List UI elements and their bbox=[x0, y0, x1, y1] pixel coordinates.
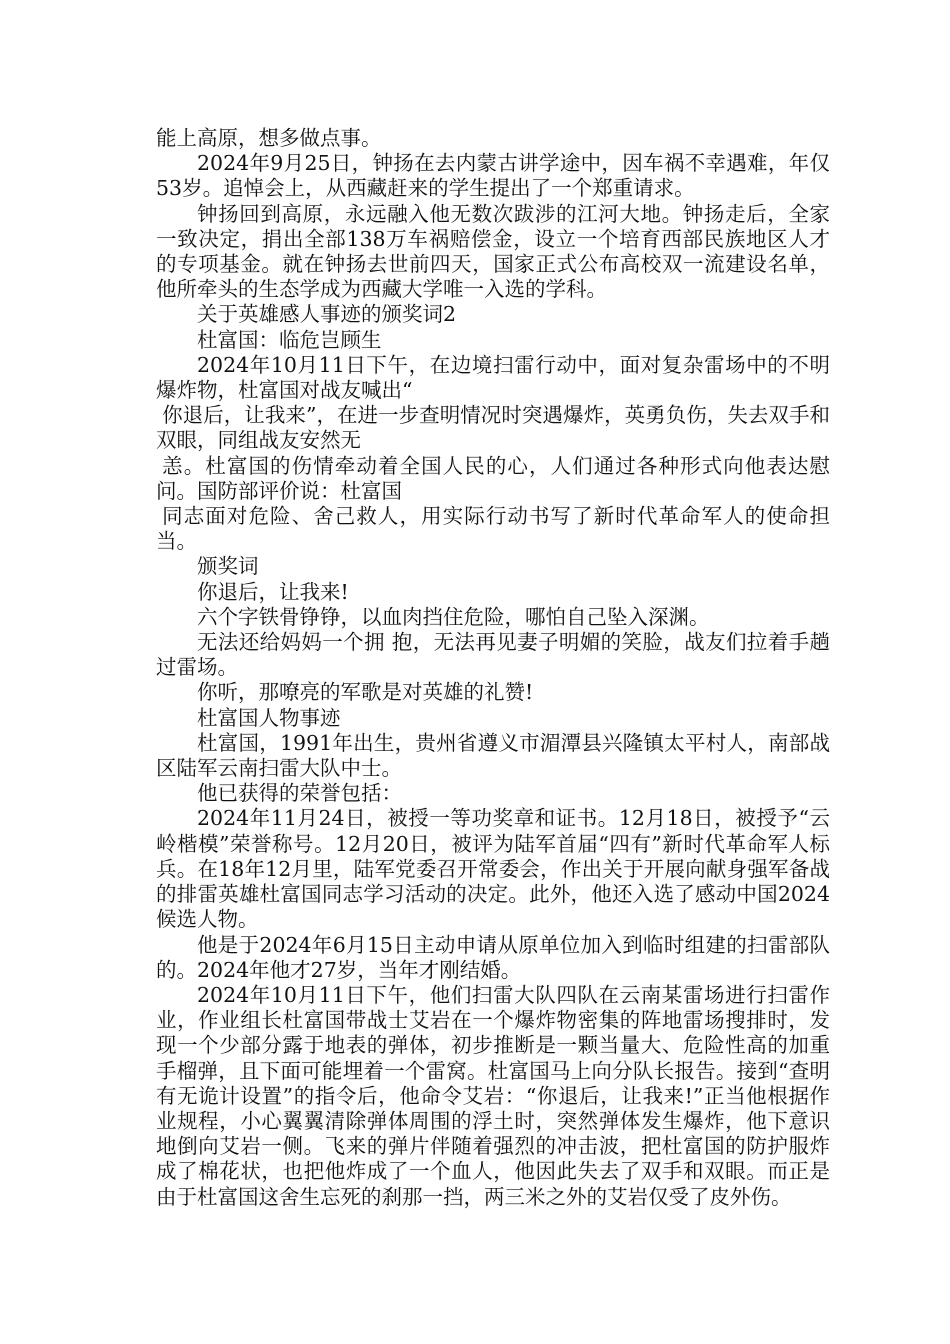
paragraph-9: 同志面对危险、舍己救人，用实际行动书写了新时代革命军人的使命担当。 bbox=[156, 504, 830, 554]
award-speech-heading: 颁奖词 bbox=[197, 554, 259, 579]
profile-paragraph: 杜富国，1991年出生，贵州省遵义市湄潭县兴隆镇太平村人，南部战区陆军云南扫雷大队中士。 bbox=[156, 730, 830, 781]
honors-paragraph: 2024年11月24日，被授一等功奖章和证书。12月18日，被授予“云岭楷模”荣誉称号。12月20日，被评为陆军首届“四有”新时代革命军人标兵。在18年12月里，陆军党委召开常委会，作出关于开展向献身强军备战的排雷英雄杜富国同志学习活动的决定。此外，他还入选了感动中国2024候选人物。 bbox=[156, 806, 830, 932]
paragraph-2: 2024年9月25日，钟扬在去内蒙古讲学途中，因车祸不幸遇难，年仅53岁。追悼会上，从西藏赶来的学生提出了一个郑重请求。 bbox=[156, 151, 830, 201]
award-line-2: 六个字铁骨铮铮，以血肉挡住危险，哪怕自己坠入深渊。 bbox=[197, 604, 710, 629]
honors-intro: 他已获得的荣誉包括： bbox=[197, 781, 402, 806]
subheading-du-fuguo: 杜富国：临危岂顾生 bbox=[197, 327, 382, 352]
award-line-4: 你听，那嘹亮的军歌是对英雄的礼赞! bbox=[197, 680, 534, 705]
award-line-3: 无法还给妈妈一个拥 抱，无法再见妻子明媚的笑脸，战友们拉着手趟过雷场。 bbox=[156, 630, 830, 680]
paragraph-8: 恙。杜富国的伤情牵动着全国人民的心，人们通过各种形式向他表达慰问。国防部评价说：杜富国 bbox=[156, 453, 830, 503]
paragraph-7: 你退后，让我来”，在进一步查明情况时突遇爆炸，英勇负伤，失去双手和双眼，同组战友安然无 bbox=[156, 403, 830, 453]
award-line-1: 你退后，让我来! bbox=[197, 579, 349, 604]
profile-heading: 杜富国人物事迹 bbox=[197, 705, 341, 730]
incident-paragraph: 2024年10月11日下午，他们扫雷大队四队在云南某雷场进行扫雷作业，作业组长杜富国带战士艾岩在一个爆炸物密集的阵地雷场搜排时，发现一个少部分露于地表的弹体，初步推断是一颗当量大、危险性高的加重手榴弹，且下面可能埋着一个雷窝。杜富国马上向分队长报告。接到“查明有无诡计设置”的指令后，他命令艾岩：“你退后，让我来!”正当他根据作业规程，小心翼翼清除弹体周围的浮土时，突然弹体发生爆炸，他下意识地倒向艾岩一侧。飞来的弹片伴随着强烈的冲击波，把杜富国的防护服炸成了棉花状，也把他炸成了一个血人，他因此失去了双手和双眼。而正是由于杜富国这舍生忘死的刹那一挡，两三米之外的艾岩仅受了皮外伤。 bbox=[156, 982, 830, 1209]
section-heading: 关于英雄感人事迹的颁奖词2 bbox=[197, 302, 457, 327]
enlistment-paragraph: 他是于2024年6月15日主动申请从原单位加入到临时组建的扫雷部队的。2024年他才27岁，当年才刚结婚。 bbox=[156, 932, 830, 982]
paragraph-6: 2024年10月11日下午，在边境扫雷行动中，面对复杂雷场中的不明爆炸物，杜富国对战友喊出“ bbox=[156, 352, 830, 403]
paragraph-3: 钟扬回到高原，永远融入他无数次跋涉的江河大地。钟扬走后，全家一致决定，捐出全部138万车祸赔偿金，设立一个培育西部民族地区人才的专项基金。就在钟扬去世前四天，国家正式公布高校双一流建设名单，他所牵头的生态学成为西藏大学唯一入选的学科。 bbox=[156, 201, 830, 302]
paragraph-1: 能上高原，想多做点事。 bbox=[156, 126, 382, 150]
